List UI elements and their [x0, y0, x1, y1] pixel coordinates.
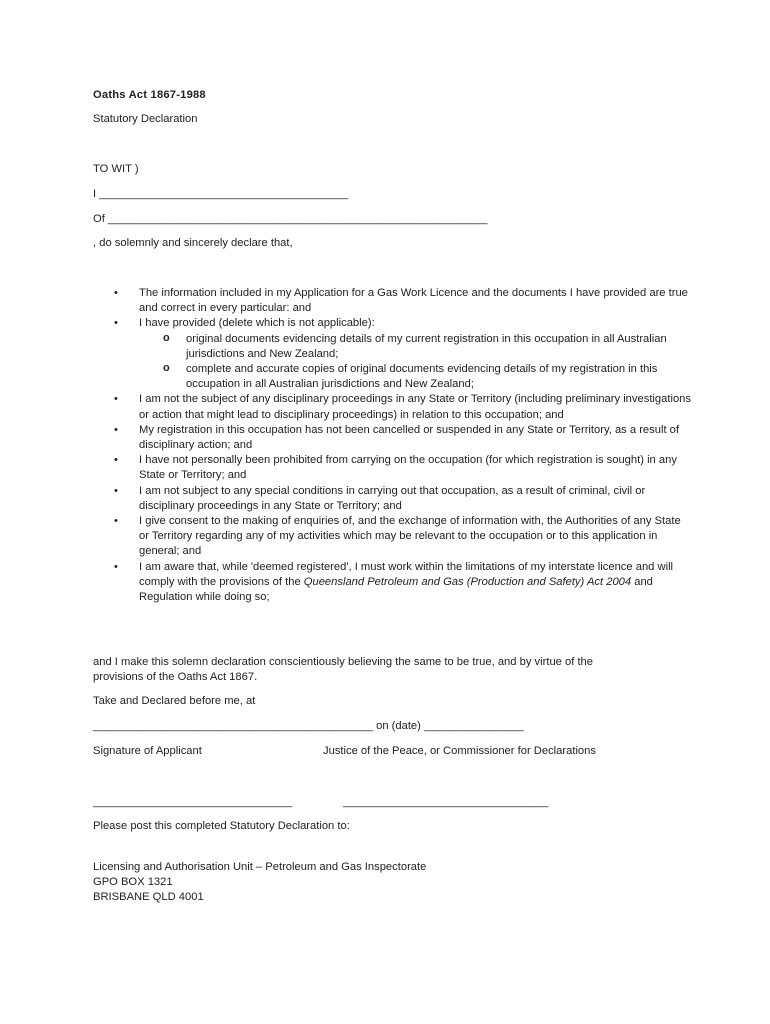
applicant-signature-label: Signature of Applicant — [93, 745, 202, 757]
declaration-item — [93, 560, 693, 606]
address-line-3: BRISBANE QLD 4001 — [93, 891, 204, 903]
declaration-item: • I have not personally been prohibited from carrying on the occupation (for which registration is sought) in any State or Territory; and — [93, 453, 693, 483]
declaration-subitem: o complete and accurate copies of original documents evidencing details of my registration in this occupation in all Australian jurisdictions and New Zealand; — [139, 362, 693, 392]
act-reference: Queensland Petroleum and Gas (Production and Safety) Act 2004 — [303, 575, 632, 588]
declaration-item — [93, 316, 693, 392]
declare-intro: , do solemnly and sincerely declare that, — [93, 237, 293, 249]
declaration-item: • I am not the subject of any disciplinary proceedings in any State or Territory (including preliminary investigations or action that might lead to disciplinary proceedings) in relation to this occupation; and — [93, 392, 693, 422]
declarant-name-field[interactable]: I ________________________________________ — [93, 188, 349, 200]
address-line-2: GPO BOX 1321 — [93, 876, 173, 888]
document-title: Statutory Declaration — [93, 113, 198, 125]
solemn-statement-line-2: provisions of the Oaths Act 1867. — [93, 671, 258, 683]
jp-signature-label: Justice of the Peace, or Commissioner for Declarations — [323, 745, 596, 757]
solemn-statement-line-1: and I make this solemn declaration conscientiously believing the same to be true, and by virtue of the — [93, 656, 593, 668]
jp-signature-line[interactable]: _________________________________ — [343, 796, 549, 808]
declaration-sublist — [139, 332, 693, 393]
declaration-item: • I give consent to the making of enquiries of, and the exchange of information with, the Authorities of any State or Territory regarding any of my activities which may be relevant to the occupation or to this application in general; and — [93, 514, 693, 560]
declaration-item: • My registration in this occupation has not been cancelled or suspended in any State or Territory, as a result of disciplinary action; and — [93, 423, 693, 453]
declaration-subitem: o original documents evidencing details of my current registration in this occupation in all Australian jurisdictions and New Zealand; — [139, 332, 693, 362]
declaration-item-text: and Regulation while doing so; — [139, 575, 653, 604]
declaration-item-text: I have provided (delete which is not applicable): — [139, 317, 375, 330]
declaration-item-text: I am aware that, while 'deemed registered', I must work within the limitations of my interstate licence and will comply with the provisions of the — [139, 560, 674, 588]
place-date-field[interactable]: _____________________________________________ on (date) ________________ — [93, 720, 524, 732]
taken-before-label: Take and Declared before me, at — [93, 695, 256, 707]
declaration-item: • I am not subject to any special conditions in carrying out that occupation, as a result of criminal, civil or disciplinary proceedings in any State or Territory; and — [93, 484, 693, 514]
to-wit-label: TO WIT ) — [93, 163, 139, 175]
address-line-1: Licensing and Authorisation Unit – Petroleum and Gas Inspectorate — [93, 861, 427, 873]
declarant-address-field[interactable]: Of _____________________________________________________________ — [93, 213, 488, 225]
declaration-item: • The information included in my Application for a Gas Work Licence and the documents I have provided are true and correct in every particular: and — [93, 286, 693, 316]
act-title: Oaths Act 1867-1988 — [93, 89, 206, 101]
post-instruction: Please post this completed Statutory Declaration to: — [93, 820, 350, 832]
declaration-list — [93, 286, 693, 605]
applicant-signature-line[interactable]: ________________________________ — [93, 796, 293, 808]
